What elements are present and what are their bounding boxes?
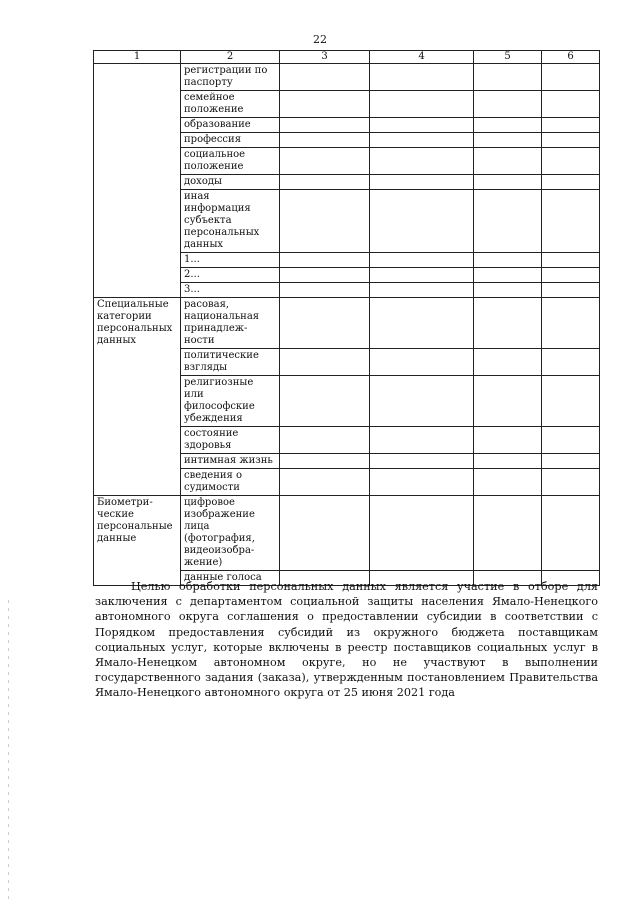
empty-cell	[280, 283, 370, 298]
empty-cell	[280, 64, 370, 91]
empty-cell	[280, 298, 370, 349]
data-item-cell: социальное положение	[181, 148, 280, 175]
column-header: 3	[280, 51, 370, 64]
empty-cell	[370, 91, 474, 118]
empty-cell	[280, 133, 370, 148]
empty-cell	[280, 268, 370, 283]
empty-cell	[474, 496, 542, 571]
empty-cell	[542, 427, 600, 454]
category-cell	[94, 64, 181, 298]
personal-data-table	[93, 50, 600, 586]
table-row	[94, 496, 600, 571]
empty-cell	[370, 253, 474, 268]
page-number: 22	[313, 33, 327, 46]
empty-cell	[474, 349, 542, 376]
empty-cell	[280, 427, 370, 454]
data-item-cell: политические взгляды	[181, 349, 280, 376]
empty-cell	[280, 175, 370, 190]
empty-cell	[370, 298, 474, 349]
column-header: 4	[370, 51, 474, 64]
empty-cell	[542, 190, 600, 253]
data-item-cell: данные голоса	[181, 571, 280, 586]
empty-cell	[542, 118, 600, 133]
data-item-cell: доходы	[181, 175, 280, 190]
category-cell: Специальные категории персональных данных	[94, 298, 181, 496]
category-cell: Биометри-ческие персональные данные	[94, 496, 181, 586]
empty-cell	[280, 376, 370, 427]
empty-cell	[474, 64, 542, 91]
empty-cell	[542, 349, 600, 376]
empty-cell	[370, 469, 474, 496]
column-header: 6	[542, 51, 600, 64]
data-item-cell: 2...	[181, 268, 280, 283]
scan-margin-artifact	[8, 600, 9, 900]
empty-cell	[474, 190, 542, 253]
empty-cell	[370, 118, 474, 133]
empty-cell	[542, 298, 600, 349]
empty-cell	[280, 496, 370, 571]
empty-cell	[542, 253, 600, 268]
data-item-cell: 3...	[181, 283, 280, 298]
empty-cell	[542, 496, 600, 571]
empty-cell	[370, 148, 474, 175]
empty-cell	[474, 118, 542, 133]
table-row	[94, 298, 600, 349]
empty-cell	[280, 469, 370, 496]
data-item-cell: сведения о судимости	[181, 469, 280, 496]
column-header: 5	[474, 51, 542, 64]
empty-cell	[370, 376, 474, 427]
purpose-paragraph: Целью обработки персональных данных является участие в отборе для заключения с департаментом социальной защиты населения Ямало-Ненецкого автономного округа соглашения о предоставлении субсидии в соответствии с Порядком предоставления субсидий из окружного бюджета поставщикам социальных услуг, которые включены в реестр поставщиков социальных услуг в Ямало-Ненецком автономном округе, но не участвуют в выполнении государственного задания (заказа), утвержденным постановлением Правительства Ямало-Ненецкого автономного округа от 25 июня 2021 года	[95, 580, 598, 700]
column-header: 2	[181, 51, 280, 64]
data-item-cell: религиозные или философские убеждения	[181, 376, 280, 427]
empty-cell	[474, 148, 542, 175]
empty-cell	[474, 253, 542, 268]
empty-cell	[542, 469, 600, 496]
empty-cell	[474, 133, 542, 148]
empty-cell	[474, 283, 542, 298]
data-item-cell: 1...	[181, 253, 280, 268]
empty-cell	[370, 496, 474, 571]
empty-cell	[542, 283, 600, 298]
empty-cell	[542, 91, 600, 118]
data-item-cell: образование	[181, 118, 280, 133]
data-item-cell: профессия	[181, 133, 280, 148]
column-header: 1	[94, 51, 181, 64]
data-item-cell: семейное положение	[181, 91, 280, 118]
empty-cell	[280, 454, 370, 469]
empty-cell	[542, 133, 600, 148]
empty-cell	[280, 118, 370, 133]
empty-cell	[542, 268, 600, 283]
empty-cell	[474, 454, 542, 469]
empty-cell	[474, 175, 542, 190]
data-item-cell: регистрации по паспорту	[181, 64, 280, 91]
table-row	[94, 64, 600, 91]
empty-cell	[542, 175, 600, 190]
empty-cell	[474, 91, 542, 118]
data-item-cell: расовая, национальная принадлеж-ности	[181, 298, 280, 349]
empty-cell	[370, 454, 474, 469]
empty-cell	[542, 376, 600, 427]
empty-cell	[280, 349, 370, 376]
data-item-cell: иная информация субъекта персональных данных	[181, 190, 280, 253]
empty-cell	[280, 190, 370, 253]
empty-cell	[542, 148, 600, 175]
empty-cell	[474, 469, 542, 496]
empty-cell	[370, 133, 474, 148]
empty-cell	[542, 454, 600, 469]
empty-cell	[370, 349, 474, 376]
table-header-row	[94, 51, 600, 64]
data-item-cell: цифровое изображение лица (фотография, видеоизобра-жение)	[181, 496, 280, 571]
empty-cell	[474, 376, 542, 427]
table-body	[94, 64, 600, 586]
empty-cell	[280, 253, 370, 268]
data-item-cell: состояние здоровья	[181, 427, 280, 454]
empty-cell	[370, 283, 474, 298]
data-item-cell: интимная жизнь	[181, 454, 280, 469]
empty-cell	[370, 64, 474, 91]
empty-cell	[370, 175, 474, 190]
empty-cell	[474, 298, 542, 349]
empty-cell	[280, 91, 370, 118]
empty-cell	[280, 148, 370, 175]
empty-cell	[370, 190, 474, 253]
empty-cell	[474, 268, 542, 283]
empty-cell	[474, 427, 542, 454]
empty-cell	[542, 64, 600, 91]
empty-cell	[370, 268, 474, 283]
empty-cell	[370, 427, 474, 454]
